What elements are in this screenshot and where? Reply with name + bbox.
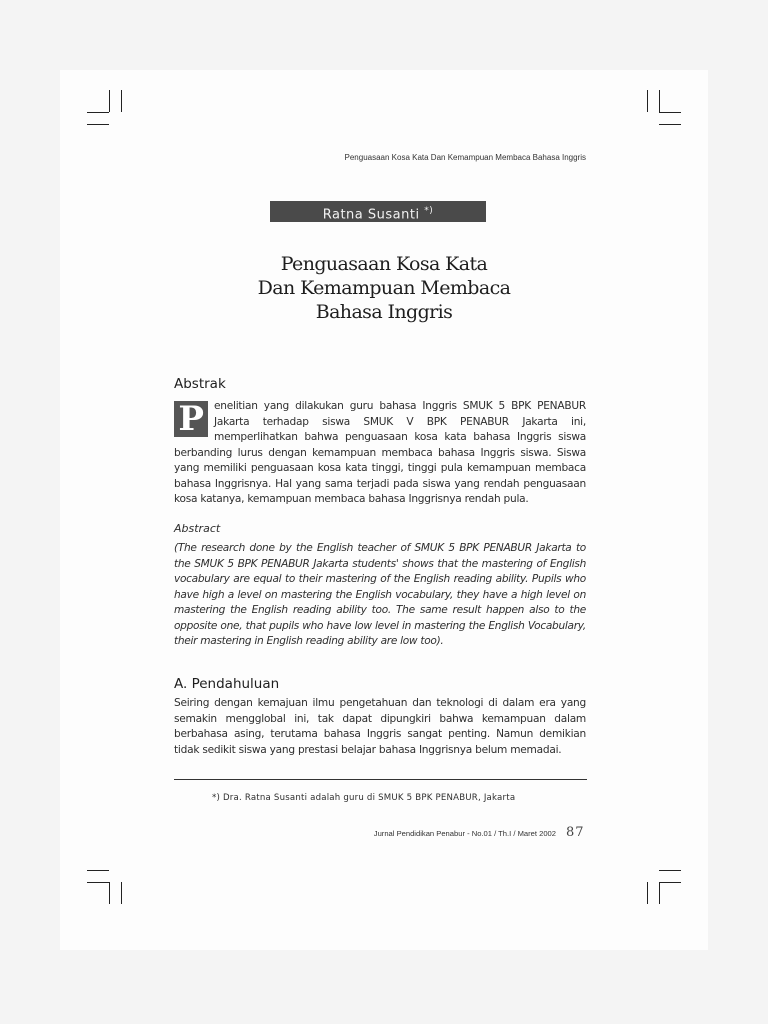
crop-mark-top-right: [659, 90, 660, 112]
page-number: 87: [566, 825, 585, 840]
author-footnote-mark: *): [424, 206, 434, 216]
author-bar: [270, 201, 486, 222]
crop-mark-bottom-right: [659, 882, 681, 883]
author-name: Ratna Susanti: [322, 207, 420, 223]
abstract-english-text: (The research done by the English teacher of SMUK 5 BPK PENABUR Jakarta to the SMUK 5 BPK PENABUR Jakarta students' shows that the mastering of English vocabulary are equal to their mastering of the English reading ability. Pupils who have high a level on mastering the English vocabulary, they have a high level on mastering the English reading ability too. The same result happen also to the opposite one, that pupils who have low level in mastering the English Vocabulary, their mastering in English reading ability are low too).: [174, 542, 586, 647]
title-line: Dan Kemampuan Membaca: [257, 277, 511, 299]
drop-cap: P: [174, 401, 208, 437]
abstrak-heading: Abstrak: [174, 376, 226, 392]
crop-mark-top-left: [87, 112, 109, 113]
footnote-divider: [174, 779, 587, 780]
journal-footer: Jurnal Pendidikan Penabur - No.01 / Th.I / Maret 2002: [373, 829, 556, 838]
crop-mark-bottom-right: [659, 882, 660, 904]
crop-mark-bottom-right: [647, 882, 648, 904]
abstrak-paragraph: [174, 399, 586, 508]
crop-mark-bottom-left: [109, 882, 110, 904]
title-line: Penguasaan Kosa Kata: [280, 253, 488, 275]
abstract-label: Abstract: [174, 522, 221, 535]
abstrak-text: enelitian yang dilakukan guru bahasa Inggris SMUK 5 BPK PENABUR Jakarta terhadap siswa SMUK V BPK PENABUR Jakarta ini, memperlihatkan bahwa penguasaan kosa kata bahasa Inggris siswa berbanding lurus dengan kemampuan membaca bahasa Inggris siswa. Siswa yang memiliki penguasaan kosa kata tinggi, tinggi pula kemampuan membaca bahasa Inggrisnya. Hal yang sama terjadi pada siswa yang rendah penguasaan kosa katanya, kemampuan membaca bahasa Inggrisnya rendah pula.: [174, 400, 586, 505]
crop-mark-top-right: [647, 90, 648, 112]
crop-mark-top-left: [109, 90, 110, 112]
crop-mark-bottom-left: [87, 870, 109, 871]
crop-mark-bottom-left: [87, 882, 109, 883]
crop-mark-top-left: [121, 90, 122, 112]
crop-mark-bottom-left: [121, 882, 122, 904]
crop-mark-bottom-right: [659, 870, 681, 871]
crop-mark-top-right: [659, 112, 681, 113]
crop-mark-top-left: [87, 124, 109, 125]
crop-mark-top-right: [659, 124, 681, 125]
article-title: [174, 252, 594, 324]
running-head: Penguasaan Kosa Kata Dan Kemampuan Membaca Bahasa Inggris: [344, 153, 586, 162]
section-a-paragraph: Seiring dengan kemajuan ilmu pengetahuan dan teknologi di dalam era yang semakin mengglobal ini, tak dapat dipungkiri bahwa kemampuan dalam berbahasa asing, terutama bahasa Inggris sangat penting. Namun demikian tidak sedikit siswa yang prestasi belajar bahasa Inggrisnya belum memadai.: [174, 697, 586, 756]
footnote: *) Dra. Ratna Susanti adalah guru di SMUK 5 BPK PENABUR, Jakarta: [212, 793, 516, 803]
section-a-heading: A. Pendahuluan: [174, 676, 280, 692]
title-line: Bahasa Inggris: [315, 301, 453, 323]
